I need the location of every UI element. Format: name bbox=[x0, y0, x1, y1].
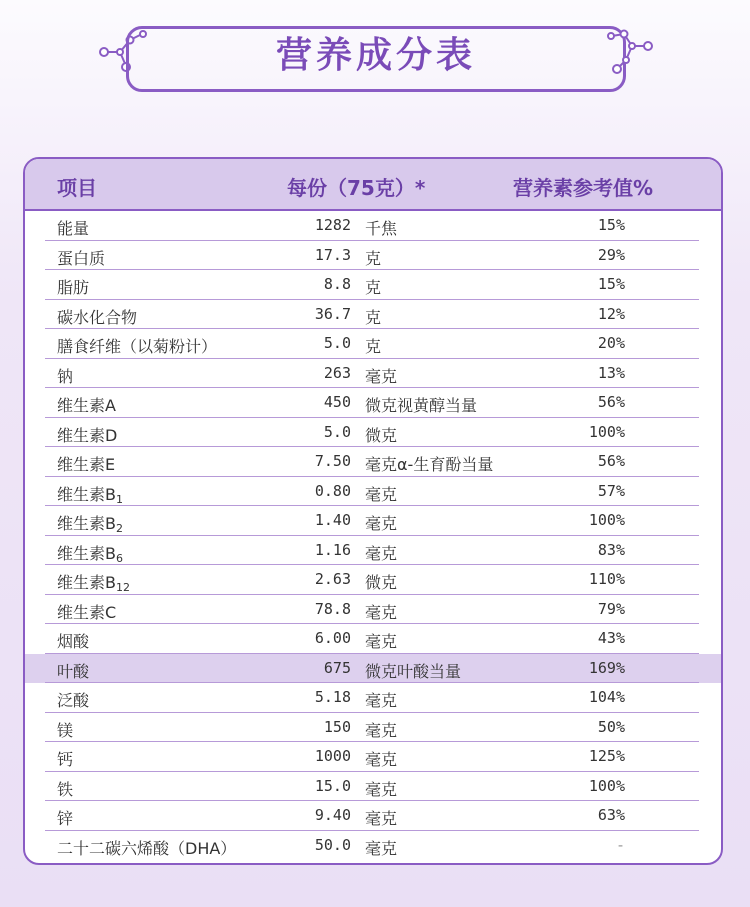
nrv-percent: 104% bbox=[588, 688, 625, 706]
nutrient-name-text: 二十二碳六烯酸（DHA） bbox=[57, 838, 237, 858]
nrv-percent: 15% bbox=[597, 275, 625, 293]
page-title: 营养成分表 bbox=[275, 35, 476, 76]
nutrient-name bbox=[57, 806, 73, 829]
amount-unit: 微克叶酸当量 bbox=[365, 661, 462, 681]
nutrient-name bbox=[57, 511, 123, 534]
nutrient-name bbox=[57, 393, 116, 416]
amount-unit: 克 bbox=[365, 307, 382, 327]
header-nrv: 营养素参考值% bbox=[513, 176, 654, 200]
nrv-percent: 20% bbox=[597, 334, 625, 352]
amount-value: 1000 bbox=[314, 747, 351, 765]
nutrient-name bbox=[57, 836, 236, 859]
nutrient-name bbox=[57, 364, 73, 387]
nutrient-name bbox=[57, 747, 73, 770]
amount-value: 9.40 bbox=[314, 806, 351, 824]
table-row bbox=[25, 801, 721, 831]
molecule-icon bbox=[600, 26, 656, 74]
amount-unit: 微克 bbox=[365, 573, 398, 592]
amount-value: 1.16 bbox=[314, 540, 351, 559]
nrv-percent: 79% bbox=[597, 599, 625, 618]
amount-value: 1.40 bbox=[314, 511, 351, 529]
title-banner bbox=[96, 22, 656, 102]
nutrition-table bbox=[23, 157, 723, 865]
nutrient-subscript: 6 bbox=[115, 551, 123, 565]
nrv-percent: 57% bbox=[597, 481, 625, 500]
amount-unit: 微克视黄醇当量 bbox=[365, 396, 478, 415]
amount-value: 50.0 bbox=[314, 835, 351, 854]
table-row bbox=[25, 211, 721, 241]
table-row bbox=[25, 565, 721, 595]
amount-unit: 毫克 bbox=[365, 750, 398, 769]
nutrient-subscript: 2 bbox=[115, 522, 123, 535]
nutrient-name-text: 能量 bbox=[57, 219, 90, 238]
nrv-percent: 56% bbox=[597, 393, 625, 411]
nrv-percent: 100% bbox=[588, 422, 625, 441]
nutrient-subscript: 1 bbox=[115, 492, 123, 506]
nutrient-name bbox=[57, 600, 116, 623]
table-row bbox=[25, 329, 721, 359]
table-row bbox=[25, 654, 721, 684]
amount-value: 0.80 bbox=[314, 481, 351, 500]
amount-unit: 微克 bbox=[365, 425, 398, 445]
nrv-percent: 110% bbox=[588, 570, 625, 588]
nutrient-name bbox=[57, 629, 89, 652]
nutrient-name bbox=[57, 482, 123, 505]
table-body bbox=[25, 211, 721, 860]
amount-unit: 毫克 bbox=[365, 543, 398, 563]
table-row bbox=[25, 595, 721, 625]
nutrient-name-text: 维生素E bbox=[57, 455, 116, 474]
nrv-percent: 29% bbox=[597, 245, 625, 264]
nrv-percent: 15% bbox=[597, 216, 625, 234]
nutrient-name-text: 维生素B bbox=[57, 514, 116, 533]
nutrient-name-text: 膳食纤维（以菊粉计） bbox=[57, 337, 218, 356]
nutrient-name-text: 维生素B bbox=[57, 484, 116, 504]
amount-unit: 毫克 bbox=[365, 484, 398, 504]
nutrient-name bbox=[57, 305, 137, 328]
table-row bbox=[25, 683, 721, 713]
nrv-percent: 169% bbox=[588, 658, 625, 677]
nutrient-name-text: 维生素B bbox=[57, 573, 116, 592]
nutrient-name-text: 泛酸 bbox=[57, 691, 90, 710]
table-header bbox=[25, 159, 721, 211]
nrv-percent: 100% bbox=[588, 776, 625, 795]
amount-unit: 毫克 bbox=[365, 691, 398, 710]
nutrient-name bbox=[57, 570, 130, 593]
nutrient-name bbox=[57, 275, 89, 298]
amount-unit: 毫克 bbox=[365, 779, 398, 799]
amount-value: 150 bbox=[323, 717, 351, 736]
table-row bbox=[25, 536, 721, 566]
table-row bbox=[25, 270, 721, 300]
table-row bbox=[25, 506, 721, 536]
nutrient-name-text: 烟酸 bbox=[57, 632, 90, 651]
amount-unit: 毫克 bbox=[365, 720, 398, 740]
table-row bbox=[25, 477, 721, 507]
nrv-percent: 56% bbox=[597, 452, 625, 470]
amount-value: 1282 bbox=[314, 216, 351, 234]
amount-unit: 克 bbox=[365, 337, 382, 356]
nrv-percent: 50% bbox=[597, 717, 625, 736]
nrv-percent: - bbox=[615, 835, 625, 854]
nutrient-name-text: 镁 bbox=[57, 720, 74, 740]
nutrient-name bbox=[57, 541, 123, 564]
table-row bbox=[25, 831, 721, 861]
amount-unit: 克 bbox=[365, 278, 382, 297]
header-amount: 每份（75克）* bbox=[287, 176, 426, 200]
nrv-percent: 83% bbox=[597, 540, 625, 559]
amount-value: 17.3 bbox=[314, 245, 351, 264]
table-row bbox=[25, 359, 721, 389]
header-item: 项目 bbox=[57, 176, 97, 200]
amount-unit: 毫克 bbox=[365, 366, 398, 386]
nrv-percent: 43% bbox=[597, 629, 625, 647]
table-row bbox=[25, 624, 721, 654]
amount-value: 15.0 bbox=[314, 776, 351, 795]
amount-value: 36.7 bbox=[314, 304, 351, 323]
amount-unit: 毫克 bbox=[365, 632, 398, 651]
table-row bbox=[25, 742, 721, 772]
amount-unit: 毫克 bbox=[365, 602, 398, 622]
table-row bbox=[25, 241, 721, 271]
table-row bbox=[25, 418, 721, 448]
amount-value: 675 bbox=[323, 658, 351, 677]
nutrient-name-text: 碳水化合物 bbox=[57, 307, 138, 327]
amount-unit: 毫克 bbox=[365, 838, 398, 858]
amount-value: 5.18 bbox=[314, 688, 351, 706]
amount-value: 2.63 bbox=[314, 570, 351, 588]
nutrient-name-text: 钠 bbox=[57, 366, 74, 386]
amount-unit: 克 bbox=[365, 248, 382, 268]
nrv-percent: 63% bbox=[597, 806, 625, 824]
amount-value: 5.0 bbox=[323, 334, 351, 352]
table-row bbox=[25, 388, 721, 418]
amount-value: 450 bbox=[323, 393, 351, 411]
nutrient-name bbox=[57, 246, 105, 269]
nutrient-name-text: 钙 bbox=[57, 750, 74, 769]
nutrient-name bbox=[57, 688, 89, 711]
table-row bbox=[25, 300, 721, 330]
amount-value: 6.00 bbox=[314, 629, 351, 647]
nutrient-name bbox=[57, 659, 89, 682]
nutrient-name bbox=[57, 423, 117, 446]
table-row bbox=[25, 772, 721, 802]
amount-value: 8.8 bbox=[323, 275, 351, 293]
nutrient-name-text: 维生素C bbox=[57, 602, 117, 622]
nutrient-name-text: 脂肪 bbox=[57, 278, 90, 297]
amount-value: 78.8 bbox=[314, 599, 351, 618]
amount-unit: 毫克 bbox=[365, 514, 398, 533]
amount-value: 263 bbox=[323, 363, 351, 382]
nutrient-subscript: 12 bbox=[115, 581, 130, 594]
nutrient-name bbox=[57, 334, 217, 357]
nutrient-name-text: 蛋白质 bbox=[57, 248, 106, 268]
table-row bbox=[25, 713, 721, 743]
amount-unit: 千焦 bbox=[365, 219, 398, 238]
nutrient-name-text: 叶酸 bbox=[57, 661, 90, 681]
nutrient-name-text: 维生素D bbox=[57, 425, 118, 445]
nutrient-name bbox=[57, 216, 89, 239]
nutrient-name-text: 维生素A bbox=[57, 396, 116, 415]
nrv-percent: 12% bbox=[597, 304, 625, 323]
nutrient-name bbox=[57, 718, 73, 741]
amount-value: 5.0 bbox=[323, 422, 351, 441]
amount-unit: 毫克 bbox=[365, 809, 398, 828]
table-row bbox=[25, 447, 721, 477]
nutrient-name-text: 铁 bbox=[57, 779, 74, 799]
nrv-percent: 100% bbox=[588, 511, 625, 529]
nrv-percent: 125% bbox=[588, 747, 625, 765]
nutrient-name bbox=[57, 452, 115, 475]
nrv-percent: 13% bbox=[597, 363, 625, 382]
nutrient-name bbox=[57, 777, 73, 800]
nutrient-name-text: 维生素B bbox=[57, 543, 116, 563]
amount-unit: 毫克α-生育酚当量 bbox=[365, 455, 494, 474]
nutrient-name-text: 锌 bbox=[57, 809, 74, 828]
amount-value: 7.50 bbox=[314, 452, 351, 470]
